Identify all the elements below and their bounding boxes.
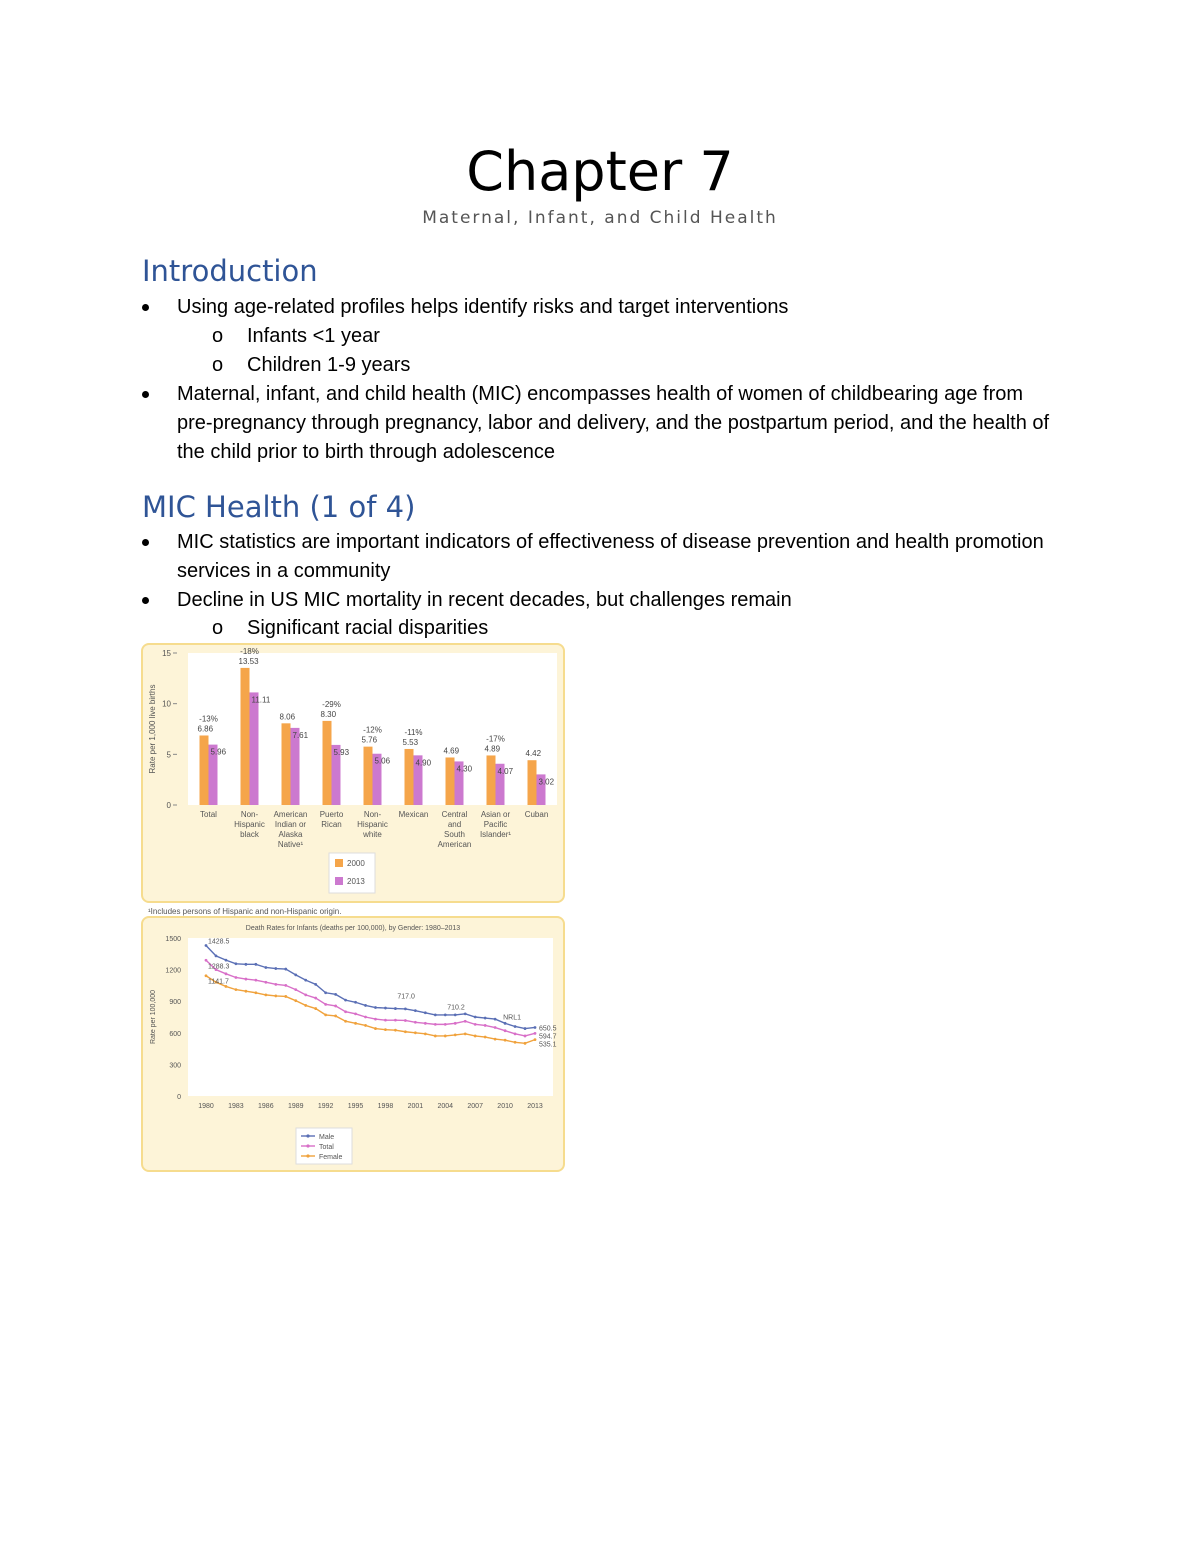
data-point-male	[364, 1004, 367, 1007]
data-point-total	[444, 1023, 447, 1026]
legend-label-total: Total	[319, 1144, 334, 1151]
x-category-label: Native¹	[277, 840, 304, 849]
data-point-female	[334, 1015, 337, 1018]
data-point-female	[384, 1028, 387, 1031]
data-point-total	[484, 1024, 487, 1027]
data-point-male	[414, 1009, 417, 1012]
data-label-2000: 8.06	[279, 712, 296, 722]
mic-bullet-2: Decline in US MIC mortality in recent decades, but challenges remain	[142, 586, 1062, 615]
plot-area	[188, 938, 553, 1096]
data-point-male	[304, 979, 307, 982]
mic-health-heading: MIC Health (1 of 4)	[142, 490, 416, 524]
circle-bullet-icon: o	[212, 617, 224, 639]
data-point-female	[424, 1032, 427, 1035]
data-point-total	[254, 979, 257, 982]
data-point-male	[334, 993, 337, 996]
x-category-label: Hispanic	[234, 820, 265, 829]
data-point-female	[514, 1041, 517, 1044]
data-point-male	[504, 1022, 507, 1025]
data-point-male	[344, 999, 347, 1002]
data-point-female	[484, 1036, 487, 1039]
data-point-male	[324, 991, 327, 994]
data-point-female	[284, 995, 287, 998]
data-point-male	[374, 1006, 377, 1009]
x-category-label: Non-	[240, 810, 259, 819]
x-category-label: Rican	[321, 820, 342, 829]
data-label-2000: 6.86	[197, 724, 214, 734]
x-tick-label: 1983	[228, 1103, 244, 1110]
intro-bullet-2: Maternal, infant, and child health (MIC) encompasses health of women of childbearing age from pre-pregnancy through pregnancy, labor and delivery, and the postpartum period, and the health of the child prior to birth through adolescence	[142, 380, 1062, 467]
x-category-label: South	[444, 830, 465, 839]
data-point-female	[274, 995, 277, 998]
y-tick-label: 10	[162, 699, 171, 709]
bar-2000	[487, 755, 496, 805]
x-category-label: Cuban	[524, 810, 549, 819]
bullet-dot-icon	[142, 539, 149, 546]
data-point-female	[404, 1030, 407, 1033]
data-point-male	[244, 963, 247, 966]
data-point-male	[215, 955, 218, 958]
data-point-female	[524, 1042, 527, 1045]
data-point-total	[474, 1023, 477, 1026]
legend-swatch-2013	[335, 877, 343, 885]
x-tick-label: 2007	[467, 1103, 483, 1110]
data-point-female	[205, 974, 208, 977]
y-tick-label: 300	[169, 1062, 181, 1070]
percent-change-label: -18%	[240, 646, 259, 656]
data-point-female	[494, 1038, 497, 1041]
x-category-label: white	[363, 830, 382, 839]
percent-change-label: -12%	[363, 725, 382, 735]
bar-2000	[241, 668, 250, 805]
data-point-female	[464, 1032, 467, 1035]
data-point-total	[274, 983, 277, 986]
data-point-female	[324, 1013, 327, 1016]
bar-2000	[282, 723, 291, 805]
data-point-total	[454, 1022, 457, 1025]
data-point-male	[534, 1026, 537, 1029]
x-category-label: and	[447, 820, 462, 829]
percent-change-label: -17%	[486, 734, 505, 744]
data-point-male	[274, 967, 277, 970]
data-point-female	[294, 999, 297, 1002]
chapter-title: Chapter 7	[466, 140, 734, 203]
x-category-label: Central	[441, 810, 468, 819]
data-point-female	[304, 1004, 307, 1007]
legend-label-male: Male	[319, 1134, 335, 1141]
data-point-total	[364, 1016, 367, 1019]
data-point-total	[384, 1019, 387, 1022]
data-point-male	[384, 1007, 387, 1010]
chart-footnote: ¹Includes persons of Hispanic and non-Hispanic origin.	[148, 907, 342, 916]
bullet-dot-icon	[142, 597, 149, 604]
data-label-2000: 5.76	[361, 735, 378, 745]
x-tick-label: 1992	[317, 1103, 334, 1110]
data-annotation: 1141.7	[208, 978, 229, 986]
data-point-female	[244, 990, 247, 993]
data-point-female	[474, 1035, 477, 1038]
data-point-female	[534, 1038, 537, 1041]
x-category-label: black	[240, 830, 259, 839]
x-tick-label: 1998	[377, 1103, 394, 1110]
bar-2000	[446, 757, 455, 805]
data-point-total	[334, 1005, 337, 1008]
data-point-male	[444, 1013, 447, 1016]
infant-death-rate-line-chart	[141, 916, 565, 1172]
x-tick-label: 2010	[497, 1103, 513, 1110]
data-point-female	[504, 1039, 507, 1042]
data-point-total	[534, 1032, 537, 1035]
x-category-label: Pacific	[483, 820, 508, 829]
data-point-total	[424, 1022, 427, 1025]
data-point-male	[434, 1013, 437, 1016]
data-point-total	[225, 972, 228, 975]
y-tick-label: 900	[169, 999, 181, 1007]
data-point-female	[264, 993, 267, 996]
x-category-label: Puerto	[319, 810, 344, 819]
data-point-total	[354, 1012, 357, 1015]
x-category-label: Total	[200, 810, 217, 819]
data-point-male	[404, 1007, 407, 1010]
x-category-label: American	[273, 810, 308, 819]
data-annotation: 1288.3	[208, 963, 230, 971]
data-label-2000: 5.53	[402, 737, 419, 747]
data-label-2013: 11.11	[251, 695, 271, 705]
data-point-total	[464, 1020, 467, 1023]
data-point-male	[264, 966, 267, 969]
data-label-2013: 5.93	[333, 747, 350, 757]
data-label-2013: 7.61	[292, 730, 309, 740]
y-tick-label: 15	[162, 649, 171, 658]
data-point-female	[444, 1035, 447, 1038]
data-point-male	[524, 1027, 527, 1030]
legend-label-female: Female	[319, 1154, 343, 1161]
mic-bullet-1: MIC statistics are important indicators of effectiveness of disease prevention and health promotion services in a community	[142, 528, 1062, 586]
data-annotation: 535.1	[539, 1041, 557, 1049]
data-label-2013: 3.02	[538, 777, 555, 787]
data-point-total	[434, 1023, 437, 1026]
data-label-2000: 13.53	[238, 656, 259, 666]
data-point-total	[494, 1026, 497, 1029]
data-point-total	[304, 993, 307, 996]
data-annotation: 1428.5	[208, 938, 230, 946]
infant-mortality-bar-chart	[141, 643, 565, 903]
legend-marker-female	[306, 1154, 309, 1157]
data-annotation: 710.2	[447, 1004, 465, 1012]
data-point-male	[494, 1018, 497, 1021]
data-point-male	[205, 944, 208, 947]
data-label-2000: 4.89	[484, 744, 501, 754]
data-annotation: 717.0	[397, 993, 415, 1001]
data-label-2000: 4.69	[443, 746, 460, 756]
data-point-male	[424, 1011, 427, 1014]
data-point-male	[474, 1016, 477, 1019]
x-tick-label: 1995	[347, 1103, 364, 1110]
data-point-female	[314, 1007, 317, 1010]
intro-bullet-1: Using age-related profiles helps identify risks and target interventions	[142, 293, 1062, 322]
line-chart-title: Death Rates for Infants (deaths per 100,000), by Gender: 1980–2013	[245, 925, 461, 932]
data-point-female	[344, 1020, 347, 1023]
data-point-total	[374, 1018, 377, 1021]
y-tick-label: 0	[166, 801, 171, 810]
legend-marker-male	[306, 1134, 309, 1137]
data-label-2013: 5.06	[374, 756, 391, 766]
data-point-female	[374, 1027, 377, 1030]
bar-2000	[405, 749, 414, 805]
data-point-female	[354, 1022, 357, 1025]
circle-bullet-icon: o	[212, 354, 224, 376]
bar-2013	[250, 692, 259, 805]
data-point-male	[294, 973, 297, 976]
x-category-label: American	[437, 840, 472, 849]
data-point-total	[205, 959, 208, 962]
data-point-total	[524, 1035, 527, 1038]
legend-label-2000: 2000	[347, 859, 365, 868]
chapter-subtitle: Maternal, Infant, and Child Health	[422, 208, 778, 228]
data-point-total	[264, 981, 267, 984]
data-point-male	[464, 1012, 467, 1015]
x-category-label: Indian or	[274, 820, 307, 829]
data-point-total	[314, 997, 317, 1000]
data-point-male	[354, 1001, 357, 1004]
data-point-female	[414, 1031, 417, 1034]
x-tick-label: 2004	[437, 1103, 454, 1110]
y-axis-label: Rate per 100,000	[150, 989, 157, 1045]
percent-change-label: -29%	[322, 699, 341, 709]
x-tick-label: 1986	[258, 1103, 274, 1110]
data-point-total	[394, 1019, 397, 1022]
data-point-total	[414, 1021, 417, 1024]
x-category-label: Asian or	[480, 810, 511, 819]
data-point-male	[225, 959, 228, 962]
data-point-male	[284, 968, 287, 971]
data-point-male	[235, 962, 238, 965]
data-point-total	[244, 978, 247, 981]
data-point-total	[514, 1032, 517, 1035]
bar-2000	[528, 760, 537, 805]
data-annotation: NRL1	[503, 1014, 521, 1022]
data-point-male	[454, 1013, 457, 1016]
x-category-label: Alaska	[278, 830, 303, 839]
legend-marker-total	[306, 1144, 309, 1147]
x-tick-label: 2001	[407, 1103, 424, 1110]
data-label-2013: 5.96	[210, 747, 227, 757]
data-point-male	[394, 1007, 397, 1010]
bar-2000	[200, 735, 209, 805]
data-point-female	[235, 988, 238, 991]
intro-sub-bullet-2: o Children 1-9 years	[212, 351, 410, 380]
x-category-label: Mexican	[398, 810, 429, 819]
y-axis-label: Rate per 1,000 live births	[148, 684, 157, 774]
bar-2000	[323, 721, 332, 805]
intro-sub-bullet-1: o Infants <1 year	[212, 322, 380, 351]
mic-sub-bullet-1: o Significant racial disparities	[212, 614, 488, 643]
data-annotation: 650.5	[539, 1025, 557, 1033]
x-tick-label: 1989	[287, 1103, 304, 1110]
data-point-male	[514, 1025, 517, 1028]
x-tick-label: 2013	[527, 1103, 543, 1110]
data-label-2013: 4.30	[456, 764, 473, 774]
y-tick-label: 1500	[165, 936, 181, 943]
percent-change-label: -11%	[404, 727, 423, 737]
data-point-total	[404, 1019, 407, 1022]
y-tick-label: 0	[177, 1094, 181, 1101]
data-point-total	[504, 1029, 507, 1032]
bullet-dot-icon	[142, 391, 149, 398]
legend-swatch-2000	[335, 859, 343, 867]
data-point-male	[484, 1017, 487, 1020]
y-tick-label: 5	[166, 750, 171, 760]
line-chart-svg	[143, 918, 563, 1170]
percent-change-label: -13%	[199, 714, 218, 724]
data-point-female	[364, 1024, 367, 1027]
introduction-heading: Introduction	[142, 254, 318, 288]
data-point-female	[254, 991, 257, 994]
data-point-total	[284, 984, 287, 987]
data-annotation: 594.7	[539, 1033, 557, 1041]
x-tick-label: 1980	[198, 1103, 214, 1110]
circle-bullet-icon: o	[212, 325, 224, 347]
x-category-label: Islander¹	[479, 830, 512, 839]
bullet-dot-icon	[142, 304, 149, 311]
bar-chart-svg	[143, 645, 563, 901]
bar-2000	[364, 747, 373, 805]
legend-label-2013: 2013	[347, 877, 365, 886]
data-label-2000: 8.30	[320, 709, 337, 719]
data-point-female	[394, 1029, 397, 1032]
x-category-label: Hispanic	[357, 820, 388, 829]
data-label-2013: 4.90	[415, 758, 432, 768]
data-point-male	[314, 983, 317, 986]
data-point-total	[344, 1010, 347, 1013]
data-label-2013: 4.07	[497, 766, 514, 776]
data-point-total	[324, 1003, 327, 1006]
data-label-2000: 4.42	[525, 749, 542, 759]
x-category-label: Non-	[363, 810, 382, 819]
data-point-female	[454, 1034, 457, 1037]
data-point-male	[254, 963, 257, 966]
data-point-total	[235, 976, 238, 979]
data-point-total	[294, 988, 297, 991]
data-point-female	[434, 1035, 437, 1038]
y-tick-label: 1200	[165, 967, 181, 975]
y-tick-label: 600	[169, 1030, 181, 1038]
